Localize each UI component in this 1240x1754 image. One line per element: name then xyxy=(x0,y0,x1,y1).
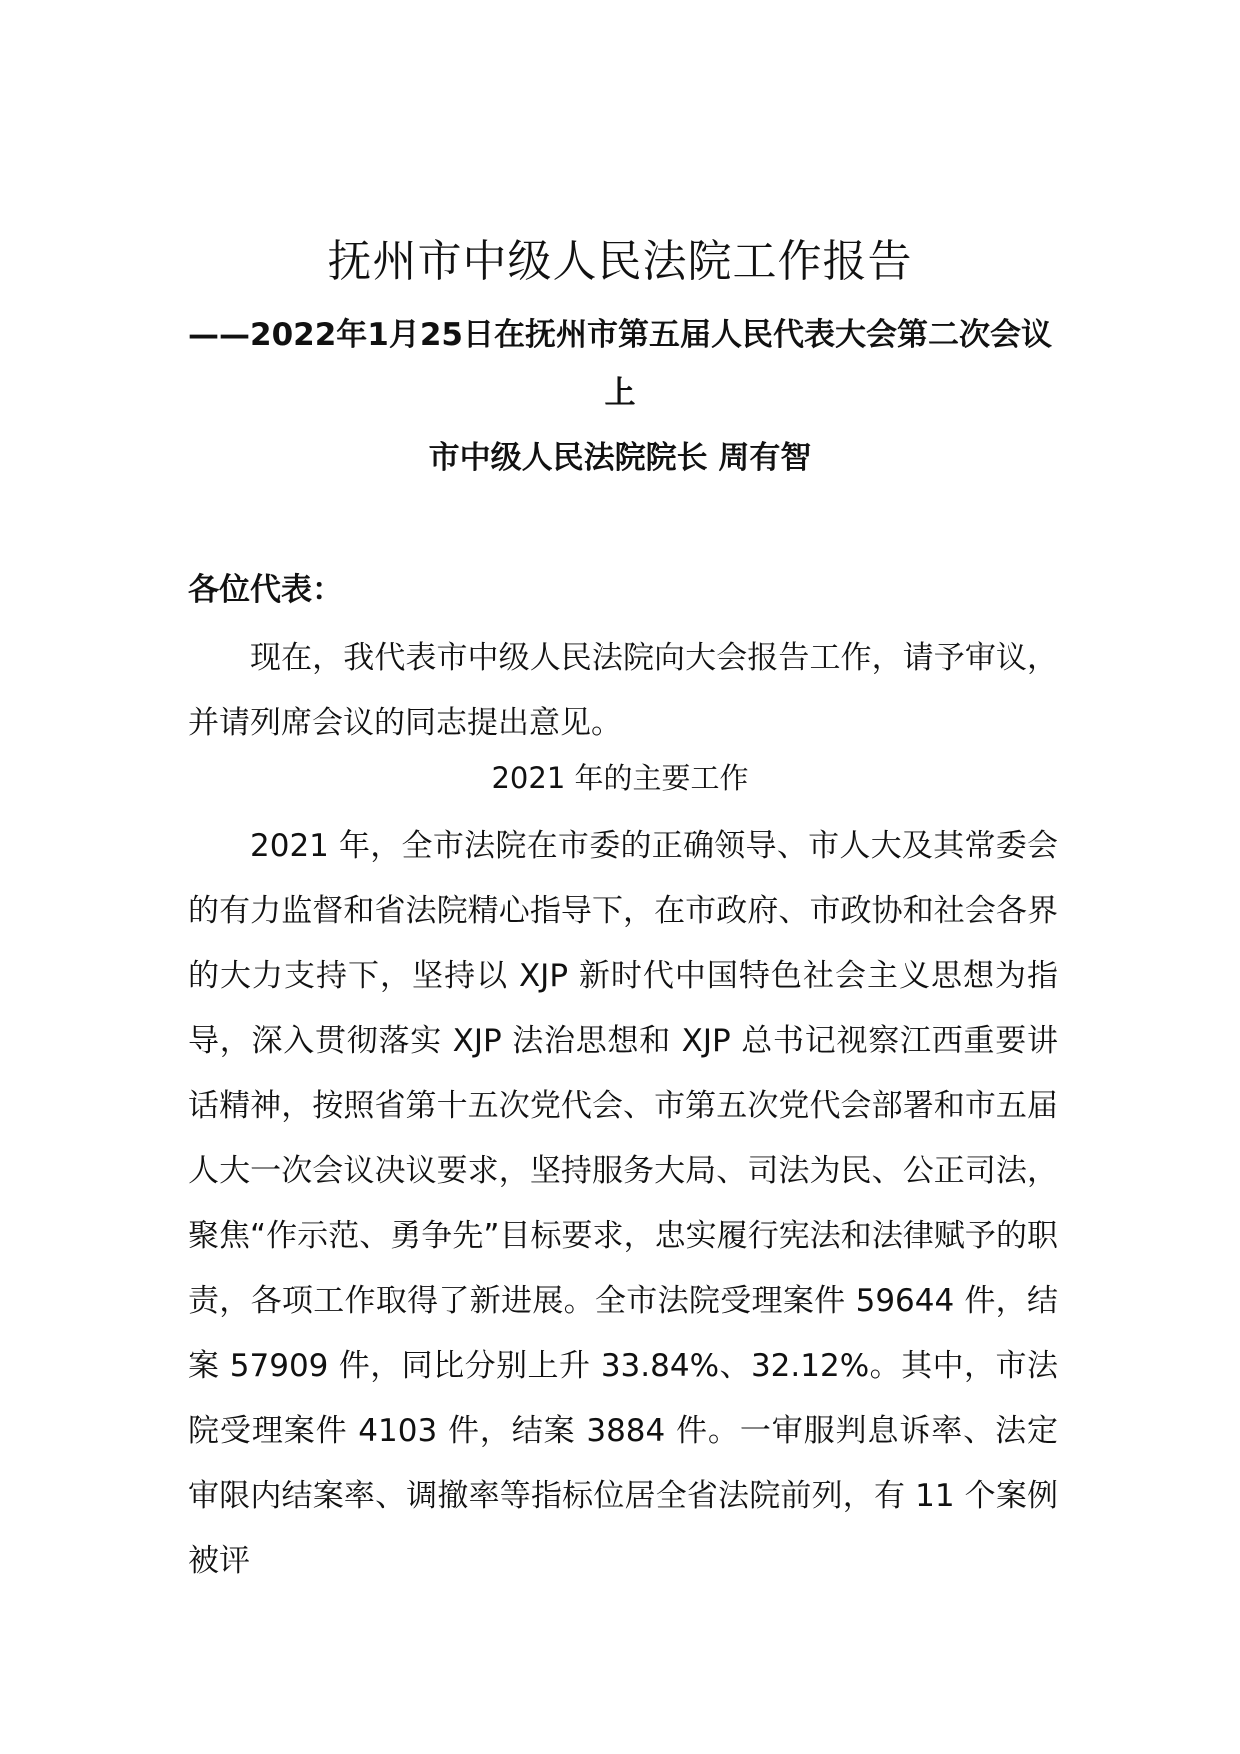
section-heading: 2021 年的主要工作 xyxy=(491,761,749,795)
document-title: 抚州市中级人民法院工作报告 xyxy=(327,236,913,287)
body-paragraph: 2021 年，全市法院在市委的正确领导、市人大及其常委会的有力监督和省法院精心指导下，在市政府、市政协和社会各界的大力支持下，坚持以 XJP 新时代中国特色社会主义思想为指导，深入贯彻落实 XJP 法治思想和 XJP 总书记视察江西重要讲话精神，按照省第十五次党代会、市第五次党代会部署和市五届人大一次会议决议要求，坚持服务大局、司法为民、公正司法，聚焦“作示范、勇争先”目标要求，忠实履行宪法和法律赋予的职责，各项工作取得了新进展。全市法院受理案件 59644 件，结案 57909 件，同比分别上升 33.84%、32.12%。其中，市法院受理案件 4103 件，结案 3884 件。一审服判息诉率、法定审限内结案率、调撤率等指标位居全省法院前列，有 11 个案例被评 xyxy=(188,828,1058,1579)
salutation: 各位代表： xyxy=(188,572,343,608)
presenter-line: 市中级人民法院院长 周有智 xyxy=(428,440,812,476)
document-subtitle: ——2022年1月25日在抚州市第五届人民代表大会第二次会议上 xyxy=(188,317,1052,411)
intro-paragraph: 现在，我代表市中级人民法院向大会报告工作，请予审议，并请列席会议的同志提出意见。 xyxy=(188,640,1058,741)
